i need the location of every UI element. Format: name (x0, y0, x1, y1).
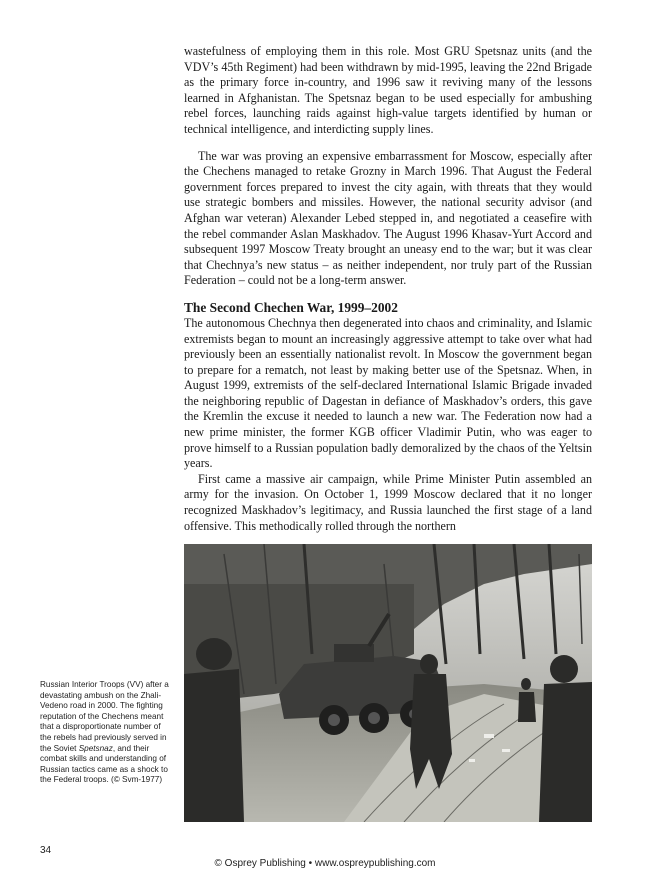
body-text-column (184, 44, 592, 534)
photo-armored-vehicle-ambush (184, 544, 592, 822)
photo-caption (40, 680, 170, 786)
publisher-footer: © Osprey Publishing • www.ospreypublishing.com (214, 858, 436, 869)
page-number: 34 (40, 845, 52, 856)
caption-italic-term: Spetsnaz (78, 743, 113, 753)
paragraph: The war was proving an expensive embarrassment for Moscow, especially after the Chechens managed to retake Grozny in March 1996. That August the Federal government forces prepared to invest the city again, with threats that they would use strategic bombers and missiles. However, the national security advisor (and Afghan war veteran) Alexander Lebed stepped in, and negotiated a ceasefire with the rebel commander Aslan Maskhadov. The August 1996 Khasav-Yurt Accord and subsequent 1997 Moscow Treaty brought an uneasy end to the war; but it was clear that Chechnya’s new status – as neither independent, nor truly part of the Russian Federation – could not be a long-term answer. (184, 148, 592, 288)
paragraph: First came a massive air campaign, while Prime Minister Putin assembled an army for the invasion. On October 1, 1999 Moscow declared that it no longer recognized Maskhadov’s legitimacy, and Russia launched the first stage of a land offensive. This methodically rolled through the northern (184, 471, 592, 533)
caption-text: Russian Interior Troops (VV) after a devastating ambush on the Zhali-Vedeno road in 2000. The fighting reputation of the Chechens meant that a disproportionate number of the rebels had previously served in the Soviet (40, 680, 169, 753)
paragraph: The autonomous Chechnya then degenerated into chaos and criminality, and Islamic extremists began to mount an increasingly aggressive attempt to take over what had previously been an essentially nationalist revolt. In Moscow the government began to prepare for a rematch, not least by making better use of the Spetsnaz. When, in August 1999, extremists of the self-declared International Islamic Brigade invaded the neighboring republic of Dagestan in defiance of Maskhadov’s orders, this gave the Kremlin the excuse it needed to launch a new war. The Federation now had a new prime minister, the former KGB officer Vladimir Putin, who was eager to prove himself to a Russian population badly demoralized by the chaos of the Yeltsin years. (184, 315, 592, 471)
caption-text: , and their combat skills and understanding of Russian tactics came as a shock to the Federal troops. (© Svm-1977) (40, 743, 168, 785)
section-heading: The Second Chechen War, 1999–2002 (184, 299, 398, 315)
paragraph: wastefulness of employing them in this role. Most GRU Spetsnaz units (and the VDV’s 45th Regiment) had been withdrawn by mid-1995, leaving the 22nd Brigade as the primary force in-country, and 1996 saw it reviving many of the lessons learned in Afghanistan. The Spetsnaz began to be used especially for ambushing rebel forces, launching raids against high-value targets identified by human or technical intelligence, and interdicting supply lines. (184, 44, 592, 136)
photo-illustration (184, 544, 592, 822)
